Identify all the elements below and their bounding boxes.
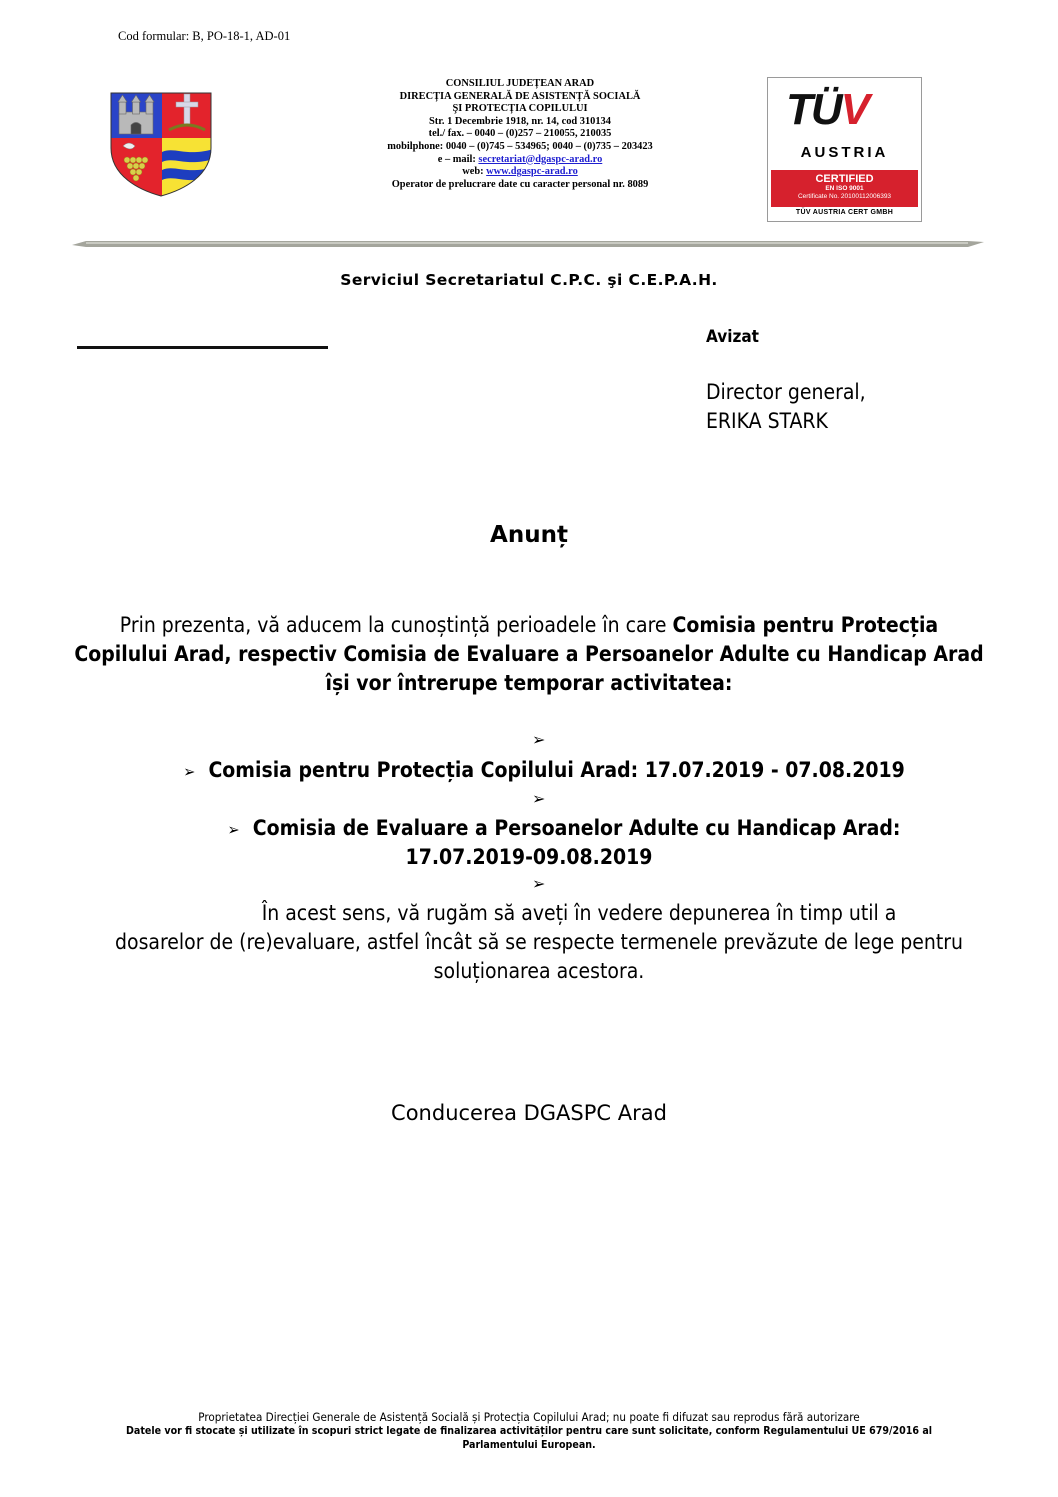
tuv-brand: TÜV <box>786 85 869 134</box>
letterhead <box>340 78 700 191</box>
form-code: Cod formular: B, PO-18-1, AD-01 <box>118 29 291 43</box>
footer <box>40 1410 1018 1452</box>
tuv-issuer: TÜV AUSTRIA CERT GMBH <box>795 209 894 216</box>
arrow-bullet-icon: ➢ <box>532 874 546 893</box>
list-item <box>0 814 1058 872</box>
approval-label: Avizat <box>706 327 759 347</box>
intro-bold-text: Comisia pentru Protecția Copilului Arad, respectiv Comisia de Evaluare a Persoanelor Adulte cu Handicap Arad își vor întrerupe temporar activitatea: <box>74 613 984 695</box>
closing-paragraph <box>80 899 998 986</box>
tuv-brand-v: V <box>840 85 869 134</box>
letterhead-address: Str. 1 Decembrie 1918, nr. 14, cod 310134 <box>429 115 611 127</box>
arrow-bullet-icon: ➢ <box>227 820 240 839</box>
email-label: e – mail: <box>437 153 479 165</box>
tuv-country: AUSTRIA <box>800 144 889 161</box>
list-item-text: Comisia de Evaluare a Persoanelor Adulte cu Handicap Arad: <box>252 816 901 840</box>
web-label: web: <box>462 166 487 178</box>
letterhead-web-row <box>340 166 700 179</box>
header-divider <box>72 238 984 250</box>
list-item <box>0 756 1058 785</box>
letterhead-email-row <box>340 154 700 167</box>
footer-gdpr-notice: Datele vor fi stocate și utilizate în scopuri strict legate de finalizarea activităților pentru care sunt solicitate, conform Regulamentului UE 679/2016 al <box>125 1425 933 1437</box>
signoff: Conducerea DGASPC Arad <box>391 1101 667 1125</box>
tuv-standard: EN ISO 9001 <box>825 185 864 192</box>
approval-block <box>706 378 866 436</box>
crest-castle <box>118 95 154 134</box>
document-title: Anunț <box>490 522 568 548</box>
tuv-certificate-number: Certificate No. 20100112006393 <box>797 193 892 200</box>
county-coat-of-arms-logo <box>107 90 215 198</box>
crest-quarter-yellow <box>162 138 215 198</box>
tuv-austria-certification-logo <box>767 77 922 222</box>
arrow-bullet-icon: ➢ <box>532 730 546 749</box>
service-name: Serviciul Secretariatul C.P.C. şi C.E.P.A.H. <box>340 271 718 289</box>
letterhead-directorate: DIRECȚIA GENERALĂ DE ASISTENȚĂ SOCIALĂ <box>399 90 641 102</box>
tuv-certified-label: CERTIFIED <box>815 173 874 185</box>
footer-ownership: Proprietatea Direcției Generale de Asistență Socială și Protecția Copilului Arad; nu poate fi difuzat sau reprodus fără autorizare <box>198 1410 860 1424</box>
list-item-text: Comisia pentru Protecția Copilului Arad: 17.07.2019 - 07.08.2019 <box>208 758 905 782</box>
closing-first-line: În acest sens, vă rugăm să aveți în vedere depunerea în timp util a <box>261 901 897 925</box>
arrow-bullet-icon: ➢ <box>183 762 196 781</box>
director-name: ERIKA STARK <box>706 409 828 433</box>
arrow-bullet-icon: ➢ <box>532 789 546 808</box>
letterhead-mobile: mobilphone: 0040 – (0)745 – 534965; 0040 – (0)735 – 203423 <box>387 140 653 152</box>
letterhead-directorate-2: ŞI PROTECȚIA COPILULUI <box>452 103 588 115</box>
letterhead-telfax: tel./ fax. – 0040 – (0)257 – 210055, 210035 <box>428 128 612 140</box>
closing-text: dosarelor de (re)evaluare, astfel încât să se respecte termenele prevăzute de lege pentru soluționarea acestora. <box>115 930 963 983</box>
list-item-dates: 17.07.2019-09.08.2019 <box>405 845 653 869</box>
email-link[interactable]: secretariat@dgaspc-arad.ro <box>478 153 603 165</box>
web-link[interactable]: www.dgaspc-arad.ro <box>486 166 578 178</box>
registration-line <box>77 346 328 349</box>
letterhead-council: CONSILIUL JUDEȚEAN ARAD <box>445 78 595 89</box>
intro-paragraph <box>70 611 988 698</box>
footer-gdpr-notice-end: Parlamentului European. <box>462 1439 596 1451</box>
intro-text: Prin prezenta, vă aducem la cunoștință perioadele în care <box>119 613 673 637</box>
tuv-certified-band <box>771 170 918 207</box>
letterhead-operator: Operator de prelucrare date cu caracter personal nr. 8089 <box>391 178 649 190</box>
director-role: Director general, <box>706 380 866 404</box>
